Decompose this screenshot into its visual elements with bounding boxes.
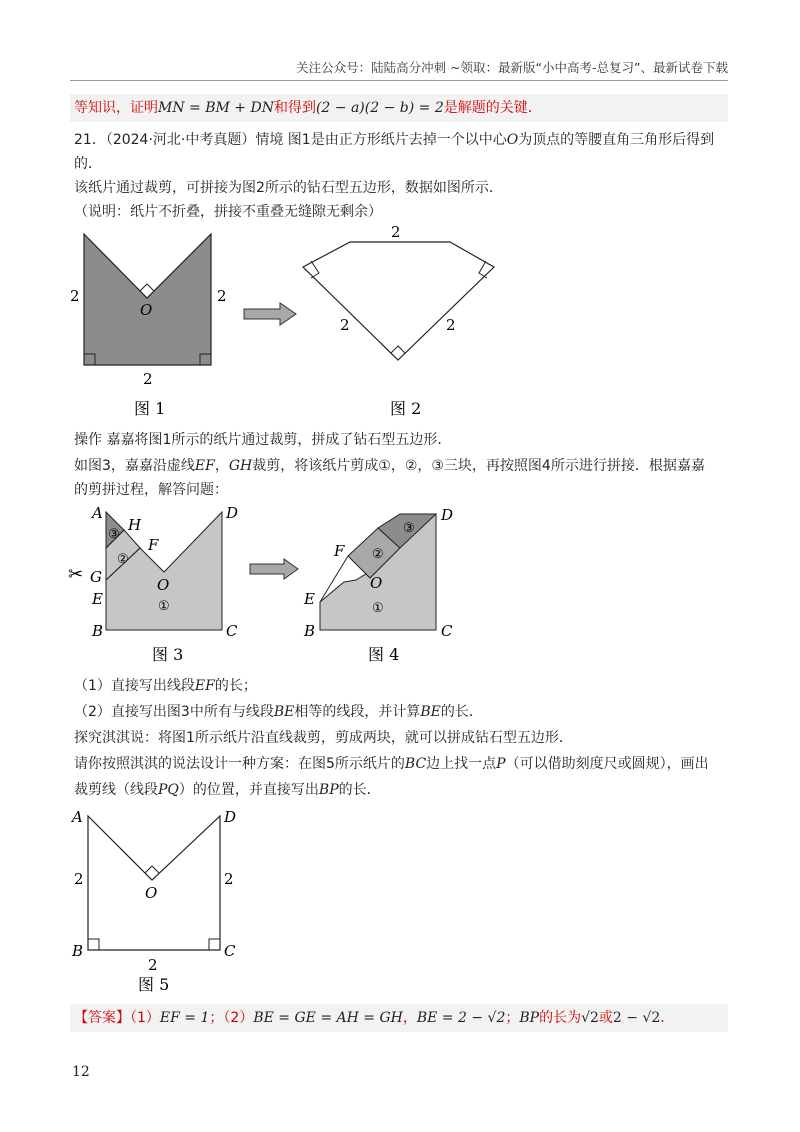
- fig3-label-F: F: [148, 536, 159, 554]
- arrow-2: [248, 558, 302, 580]
- fig5-right-angle-O: [145, 866, 159, 873]
- fig3-caption: 图 3: [152, 645, 184, 664]
- answer-2-minus-sqrt2: 2 − √2: [612, 1010, 661, 1026]
- figure-3: [66, 500, 246, 670]
- arrow-1: [242, 302, 300, 326]
- fig4-label-D: D: [441, 506, 454, 524]
- header-rule: [70, 80, 728, 81]
- answer-BE: BE = 2 − √2: [416, 1010, 506, 1026]
- fig1-label-bottom: 2: [143, 370, 153, 388]
- explore-line3: [74, 780, 381, 800]
- op-sep: ，: [214, 458, 229, 474]
- question-2: [74, 702, 483, 722]
- answer-or: 或: [598, 1010, 613, 1026]
- answer-sep2: ，: [402, 1010, 417, 1026]
- fig5-label-C: C: [224, 942, 236, 960]
- q2-BE: BE: [273, 704, 295, 720]
- explore-BC: BC: [404, 756, 427, 772]
- answer-line: [74, 1008, 674, 1028]
- scissors-icon: ✂: [68, 564, 84, 585]
- op-line1: 操作 嘉嘉将图1所示的纸片通过裁剪，拼成了钻石型五边形．: [74, 432, 452, 448]
- q2-text-c: 的长．: [440, 704, 483, 720]
- q2-BE-2: BE: [420, 704, 441, 720]
- fig4-caption: 图 4: [368, 645, 400, 664]
- fig2-caption: 图 2: [390, 399, 422, 418]
- fig5-label-B: B: [72, 942, 84, 960]
- fig3-label-D: D: [226, 504, 239, 522]
- figure-5: [60, 804, 250, 1000]
- fig3-label-C: C: [226, 622, 238, 640]
- figure-2: [296, 222, 506, 422]
- fig1-label-left: 2: [70, 287, 80, 305]
- fig3-piece-3-label: ③: [108, 527, 120, 542]
- q1-text-a: （1）直接写出线段: [74, 678, 195, 694]
- answer-sqrt2: √2: [581, 1010, 599, 1026]
- fig4-label-E: E: [304, 590, 315, 608]
- figure-1: [64, 226, 234, 421]
- answer-equal-segments: BE = GE = AH = GH: [253, 1010, 403, 1026]
- page-number: 12: [72, 1064, 90, 1080]
- answer-p1: （1）: [130, 1010, 160, 1026]
- q2-text-b: 相等的线段，并计算: [294, 704, 421, 720]
- fig3-label-O: O: [157, 576, 170, 594]
- answer-EF: EF = 1: [159, 1010, 210, 1026]
- fig5-label-right: 2: [224, 870, 234, 888]
- explore-text3b: ）的位置，并直接写出: [178, 782, 319, 798]
- fig3-label-H: H: [128, 516, 142, 534]
- explore-line2: [74, 754, 709, 774]
- op-GH: GH: [228, 458, 253, 474]
- fig1-right-angle-O: [140, 284, 154, 291]
- explore-PQ: PQ: [158, 782, 179, 798]
- fig3-piece-1-label: ①: [158, 599, 170, 614]
- answer-tag: 【答案】: [74, 1010, 130, 1026]
- fig4-piece-3-label: ③: [403, 521, 415, 536]
- fig4-piece-1-label: ①: [372, 601, 384, 616]
- intro-line: [74, 98, 542, 118]
- answer-sep1: ；: [209, 1010, 224, 1026]
- explore-BP: BP: [318, 782, 339, 798]
- op-text2b: 裁剪，将该纸片剪成①，②，③三块，再按照图4所示进行拼接．根据嘉嘉: [252, 458, 705, 474]
- answer-BP: BP: [519, 1010, 540, 1026]
- problem-number: 21．（2024·河北·中考真题）情境: [74, 132, 284, 148]
- q2-text-a: （2）直接写出图3中所有与线段: [74, 704, 274, 720]
- op-line2: [74, 456, 705, 476]
- fig1-label-right: 2: [217, 287, 227, 305]
- fig4-label-B: B: [304, 622, 316, 640]
- fig4-label-C: C: [441, 622, 453, 640]
- fig1-label-O: O: [140, 301, 153, 319]
- fig5-label-D: D: [224, 808, 237, 826]
- fig5-label-A: A: [72, 808, 83, 826]
- problem-line3: （说明：纸片不折叠，拼接不重叠无缝隙无剩余）: [74, 204, 382, 220]
- q1-text-b: 的长；: [214, 678, 257, 694]
- q1-EF: EF: [194, 678, 215, 694]
- fig1-caption: 图 1: [134, 399, 166, 418]
- fig3-label-G: G: [90, 568, 102, 586]
- fig3-label-A: A: [92, 504, 103, 522]
- explore-text3c: 的长．: [338, 782, 381, 798]
- op-line3: 的剪拼过程，解答问题：: [74, 482, 228, 498]
- fig5-label-O: O: [145, 884, 158, 902]
- fig5-caption: 图 5: [138, 975, 170, 994]
- intro-eq2: (2 − a)(2 − b) = 2: [315, 100, 444, 116]
- fig4-label-O: O: [370, 574, 383, 592]
- fig2-label-right: 2: [446, 316, 456, 334]
- fig4-label-F: F: [334, 542, 345, 560]
- answer-sep3: ；: [505, 1010, 520, 1026]
- explore-text2a: 请你按照淇淇的说法设计一种方案：在图5所示纸片的: [74, 756, 405, 772]
- answer-p2: （2）: [223, 1010, 254, 1026]
- op-EF: EF: [194, 458, 215, 474]
- answer-end: ．: [660, 1010, 675, 1026]
- fig5-label-left: 2: [74, 870, 84, 888]
- intro-mid: 和得到: [273, 100, 316, 116]
- op-text2a: 如图3，嘉嘉沿虚线: [74, 458, 195, 474]
- fig5-label-bottom: 2: [148, 956, 158, 974]
- explore-P: P: [496, 756, 506, 772]
- fig3-label-B: B: [92, 622, 104, 640]
- fig2-label-left: 2: [340, 316, 350, 334]
- intro-pre: 等知识，证明: [74, 100, 158, 116]
- problem-text1: 图1是由正方形纸片去掉一个以中心: [283, 132, 507, 148]
- question-1: [74, 676, 257, 696]
- problem-line2: 该纸片通过裁剪，可拼接为图2所示的钻石型五边形，数据如图所示．: [74, 180, 503, 196]
- explore-text2b: 边上找一点: [426, 756, 497, 772]
- problem-line1: [74, 130, 714, 150]
- problem-O: O: [506, 132, 519, 148]
- explore-text2c: （可以借助刻度尺或圆规），画出: [505, 756, 709, 772]
- problem-line1c: 的．: [74, 156, 102, 172]
- explore-text3a: 裁剪线（线段: [74, 782, 158, 798]
- fig3-label-E: E: [92, 590, 103, 608]
- page-header: 关注公众号：陆陆高分冲刺 ~领取：最新版“小中高考-总复习”、最新试卷下载: [296, 60, 728, 75]
- fig5-shape: [88, 816, 220, 950]
- answer-BP-text: 的长为: [539, 1010, 582, 1026]
- fig4-piece-2-label: ②: [372, 547, 384, 562]
- fig2-shape: [303, 242, 494, 360]
- problem-text1b: 为顶点的等腰直角三角形后得到: [518, 132, 715, 148]
- fig2-label-top: 2: [391, 223, 401, 241]
- intro-eq1: MN = BM + DN: [158, 100, 274, 116]
- intro-post: 是解题的关键．: [443, 100, 542, 116]
- fig1-shape: [84, 234, 211, 365]
- fig3-piece-2-label: ②: [117, 552, 129, 567]
- figure-4: [296, 500, 466, 670]
- explore-line1: 探究淇淇说：将图1所示纸片沿直线裁剪，剪成两块，就可以拼成钻石型五边形．: [74, 730, 573, 746]
